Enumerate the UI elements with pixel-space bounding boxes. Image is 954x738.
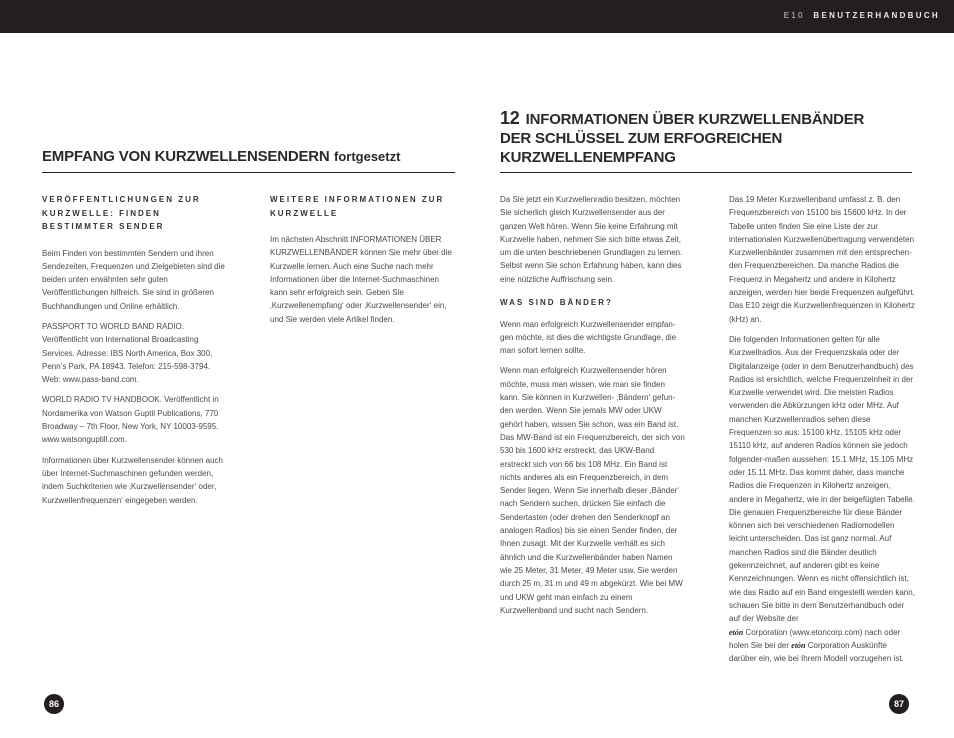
what-are-bands-heading: WAS SIND BÄNDER? <box>500 298 613 308</box>
running-header <box>784 11 940 20</box>
column-frequency-info <box>729 193 915 672</box>
page-number-right: 87 <box>889 694 909 714</box>
paragraph-text: Die folgenden Informationen gelten für alle Kurzwellradios. Aus der Frequenzskala oder der Digitalanzeige (oder in dem Benutzerhandbuch) des Radios ist ersichtlich, welche Frequenzeinheit in der Kurzwelle verwendet wird. Die meisten Radios verwenden die Abkürzungen kHz oder MHz. Auf manchen Kurzwellenradios sehen diese Frequenzen so aus: 15100 kHz, 15105 kHz oder 15110 kHz, auf anderen Radios können sie jedoch folgender-maßen aussehen: 15.1 MHz, 15.105 MHz oder 15.11 MHz. Das kommt daher, dass manche Radios die Frequenzen in Kilohertz anzeigen, andere in Megahertz, wie in der beigefügten Tabelle. Die genauen Frequenzbereiche für diese Bänder können sich bei verschiedenen Radiomodellen leicht unterscheiden. Das ist ganz normal. Auf manchen Radios sind die Bänder deutlich gekennzeichnet, auf anderen gibt es keine Kennzeichnungen. Wenn es nicht offensichtlich ist, wie das Radio auf ein Band eingestellt werden kann, schauen Sie bitte in dem Benutzerhandbuch oder auf der Website der <box>729 334 915 624</box>
publications-heading: VERÖFFENTLICHUNGEN ZUR KURZWELLE: FINDEN BESTIMMTER SENDER <box>42 195 201 231</box>
right-title-line2: DER SCHLÜSSEL ZUM ERFOGREICHEN <box>500 130 783 147</box>
left-page-title <box>42 148 400 166</box>
page-number-left: 86 <box>44 694 64 714</box>
left-title-main: EMPFANG VON KURZWELLENSENDERN <box>42 148 330 165</box>
paragraph: WORLD RADIO TV HANDBOOK. Veröffentlicht in Nordamerika von Watson Guptil Publications, 770 Broadway – 7th Floor, New York, NY 10003-9595. www.watsonguptill.com. <box>42 395 219 445</box>
paragraph: Im nächsten Abschnitt INFORMATIONEN ÜBER KURZWELLENBÄNDER können Sie mehr über die Kurzwelle lernen. Auch eine Suche nach mehr Informationen über die Internet-Suchmaschinen kann sehr erfolgreich sein. Geben Sie ‚Kurzwellenempfang‘ oder ‚Kurzwellensender‘ ein, und Sie werden viele Artikel finden. <box>270 235 452 324</box>
right-title-line3: KURZWELLENEMPFANG <box>500 149 676 166</box>
paragraph-with-brand <box>729 333 915 665</box>
right-title-rule <box>500 172 912 173</box>
paragraph-text: Corporation Auskünfte darüber ein, wie bei Ihrem Modell vorzugehen ist. <box>729 640 904 664</box>
right-page-title <box>500 109 920 167</box>
left-title-continued: fortgesetzt <box>334 149 401 164</box>
header-bar <box>0 0 954 33</box>
paragraph-text: Corporation (www.etoncorp.com) nach oder holen Sie bei der <box>729 627 901 650</box>
right-title-line1: INFORMATIONEN ÜBER KURZWELLENBÄNDER <box>525 111 865 128</box>
paragraph: Beim Finden von bestimmten Sendern und ihren Sendezeiten, Frequenzen und Zielgebieten sind die beiden unten erwähnten sehr guten Veröffentlichungen hilfreich. Sie sind in größeren Buchhandlungen und Online erhältlich. <box>42 248 225 311</box>
more-info-heading: WEITERE INFORMATIONEN ZUR KURZWELLE <box>270 195 445 218</box>
paragraph: Informationen über Kurzwellensender können auch über Internet-Suchmaschinen gefunden werden, indem Suchkriterien wie ‚Kurzwellensender‘ oder, Kurzwellenfrequenzen‘ eingegeben werden. <box>42 455 224 505</box>
intro-paragraph: Da Sie jetzt ein Kurzwellenradio besitzen, möchten Sie sicherlich gleich Kurzwellensender aus der ganzen Welt hören. Wenn Sie keine Erfahrung mit Kurzwelle haben, nehmen Sie sich bitte etwas Zeit, um die unten beschriebenen Grundlagen zu lernen. Selbst wenn Sie schon Erfahrung haben, kann dies eine nützliche Auffrischung sein. <box>500 195 683 284</box>
paragraph: Wenn man erfolgreich Kurzwellensender hören möchte, muss man wissen, wie man sie finden kann. Sie können in Kurzwellen- ‚Bändern‘ gefun-den werden. Wenn Sie jemals MW oder UKW gehört haben, wissen Sie schon, was ein Band ist. Das MW-Band ist ein Frequenzbereich, der sich von 530 bis 1600 kHz erstreckt, das UKW-Band erstreckt sich von 66 bis 108 MHz. Ein Band ist nichts anderes als ein Frequenzbereich, in dem Sender liegen. Wenn Sie innerhalb dieser ‚Bänder‘ nach Sendern suchen, drücken Sie einfach die Sendertasten (oder drehen den Senderknopf an analogen Radios) bis sie einen Sender finden, der Ihnen zusagt. Mit der Kurzwelle verhält es sich ähnlich und die Kurzwellenbänder haben Namen wie 25 Meter, 31 Meter, 49 Meter usw. Sie werden durch 25 m, 31 m und 49 m abgekürzt. Wie bei MW und UKW geht man einfach zu einem Kurzwellenband und sucht nach Sendern. <box>500 366 685 615</box>
paragraph: Wenn man erfolgreich Kurzwellensender empfan-gen möchte, ist dies die wichtigste Grundlage, die man sofort lernen sollte. <box>500 319 677 356</box>
header-model: E10 <box>783 11 805 20</box>
paragraph: PASSPORT TO WORLD BAND RADIO. Veröffentlicht von International Broadcasting Services. Adresse: IBS North America, Box 300, Penn’s Park, PA 18943. Telefon: 215-598-3794. Web: www.pass-band.com. <box>42 321 213 385</box>
left-title-rule <box>42 172 455 173</box>
column-more-info <box>270 193 456 333</box>
header-title: BENUTZERHANDBUCH <box>813 11 940 20</box>
column-bands-intro <box>500 193 686 624</box>
paragraph: Das 19 Meter Kurzwellenband umfasst z. B. den Frequenzbereich von 15100 bis 15600 kHz. In der Tabelle unten finden Sie eine Liste der zur internationalen Kurzwellenübertragung verwendeten Kurzwellenbänder zusammen mit den entsprechen-den Frequenzbereichen. Da manche Radios die Frequenz in Megahertz und andere in Kilohertz anzeigen, werden hier beide Frequenzen aufgeführt. Das E10 zeigt die Kurzwellenfrequenzen in Kilohertz (kHz) an. <box>729 195 915 324</box>
eton-brand-logo: etón <box>791 640 806 650</box>
section-number: 12 <box>500 108 520 128</box>
eton-brand-logo: etón <box>729 627 744 637</box>
column-publications <box>42 193 228 514</box>
